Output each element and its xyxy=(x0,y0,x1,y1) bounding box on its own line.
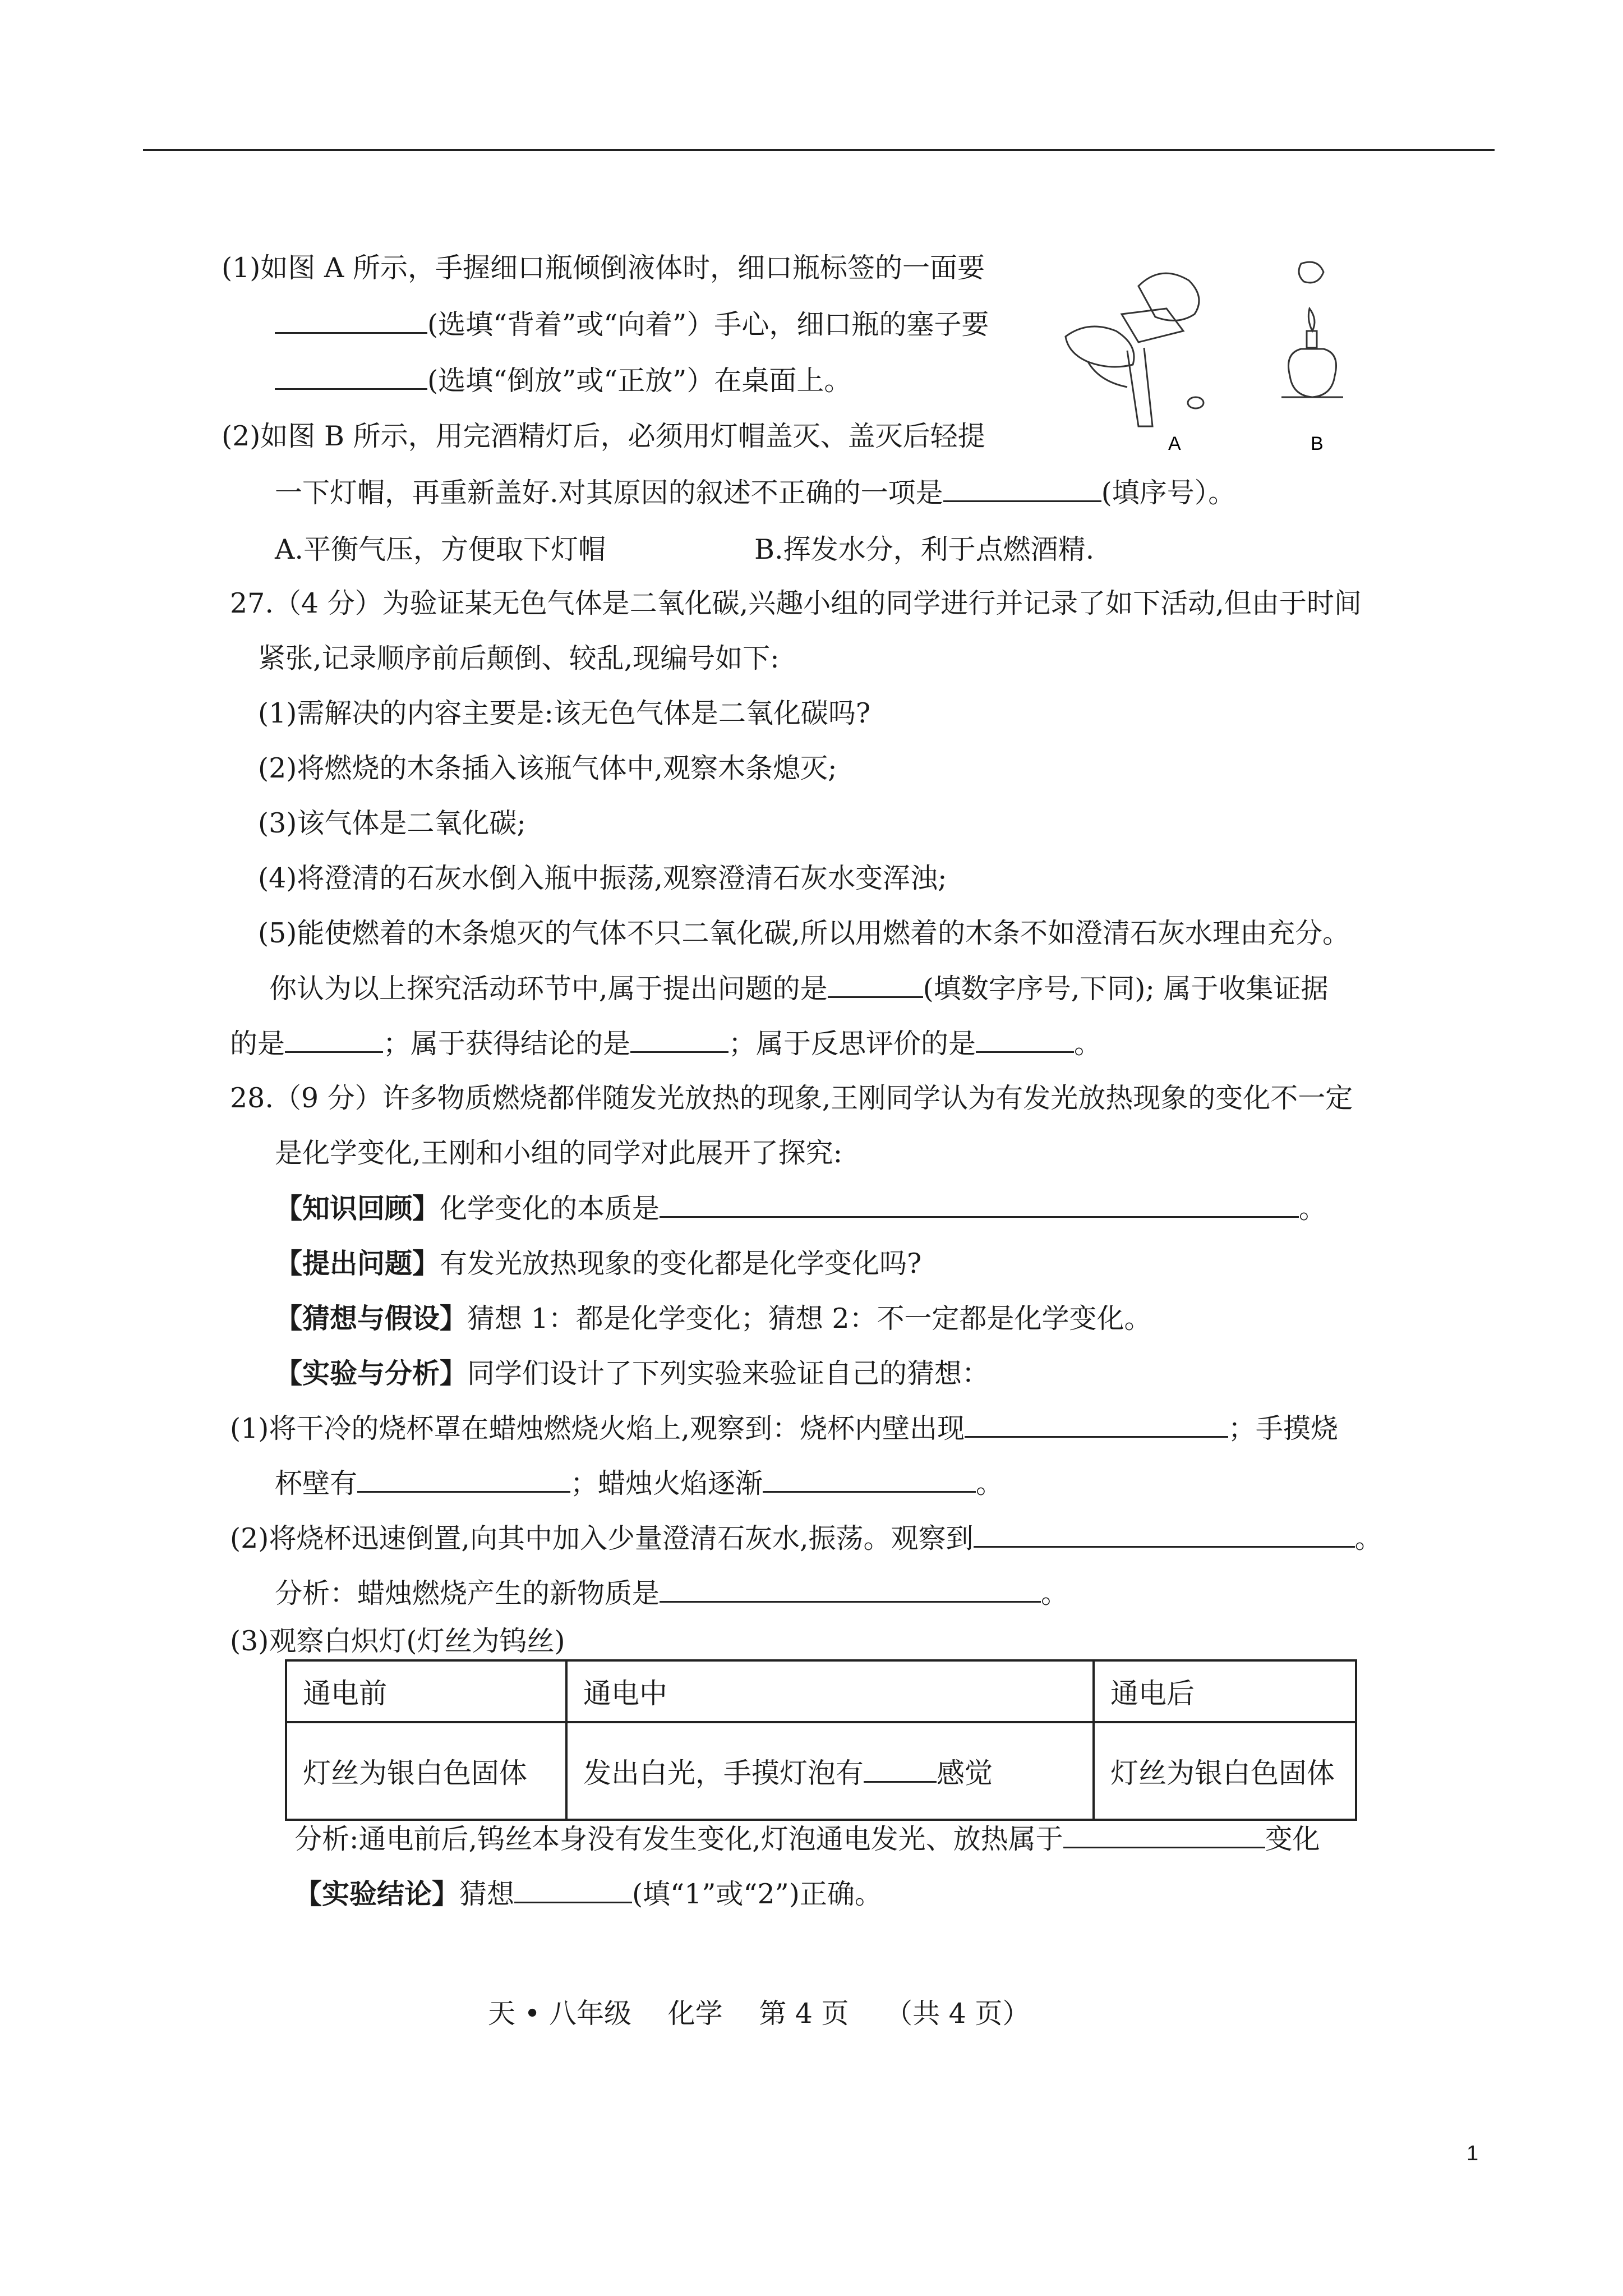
q28-step3-title: (3)观察白炽灯(灯丝为钨丝) xyxy=(230,1625,565,1657)
answer-blank[interactable] xyxy=(828,972,923,998)
alcohol-lamp-figure xyxy=(1281,262,1343,397)
q27-item-1: (1)需解决的内容主要是:该无色气体是二氧化碳吗? xyxy=(258,697,871,729)
q27-item-4: (4)将澄清的石灰水倒入瓶中振荡,观察澄清石灰水变浑浊; xyxy=(258,862,947,894)
table-cell: 发出白光，手摸灯泡有 感觉 xyxy=(566,1722,1094,1820)
answer-blank[interactable] xyxy=(864,1756,937,1783)
answer-blank[interactable] xyxy=(275,364,427,390)
answer-blank[interactable] xyxy=(357,1466,570,1493)
table-header-row xyxy=(286,1660,1356,1722)
answer-blank[interactable] xyxy=(943,476,1101,502)
q28-heading-b: 是化学变化,王刚和小组的同学对此展开了探究: xyxy=(275,1137,843,1169)
figure-b-label: B xyxy=(1311,433,1324,454)
q27-ask-line-a: 你认为以上探究活动环节中,属于提出问题的是 (填数字序号,下同); 属于收集证据 xyxy=(269,973,1329,1005)
q28-step2-line-a: (2)将烧杯迅速倒置,向其中加入少量澄清石灰水,振荡。观察到 。 xyxy=(230,1522,1382,1554)
q28-conclusion: 【实验结论】猜想 (填“1”或“2”)正确。 xyxy=(294,1878,882,1910)
header-rule xyxy=(143,149,1495,151)
q28-step1-line-a: (1)将干冷的烧杯罩在蜡烛燃烧火焰上,观察到：烧杯内壁出现 ；手摸烧 xyxy=(230,1412,1339,1444)
answer-blank[interactable] xyxy=(285,1027,383,1053)
q28-step1-line-b: 杯壁有 ；蜡烛火焰逐渐 。 xyxy=(275,1467,1004,1499)
page-number: 1 xyxy=(1467,2142,1479,2165)
lab-figure xyxy=(1054,247,1368,460)
q27-item-5: (5)能使燃着的木条熄灭的气体不只二氧化碳,所以用燃着的木条不如澄清石灰水理由充分。 xyxy=(258,917,1350,949)
q27-ask-line-b: 的是 ；属于获得结论的是 ；属于反思评价的是 。 xyxy=(230,1028,1102,1060)
q28-knowledge-review: 【知识回顾】化学变化的本质是 。 xyxy=(275,1192,1327,1225)
q26-part2-line-b: 一下灯帽，再重新盖好.对其原因的叙述不正确的一项是 (填序号）。 xyxy=(275,477,1236,509)
answer-blank[interactable] xyxy=(976,1027,1074,1053)
q28-raise-question: 【提出问题】有发光放热现象的变化都是化学变化吗? xyxy=(275,1247,922,1280)
q28-analysis: 分析:通电前后,钨丝本身没有发生变化,灯泡通电发光、放热属于 变化 xyxy=(294,1823,1320,1855)
q26-part1-line-a: (1)如图 A 所示，手握细口瓶倾倒液体时，细口瓶标签的一面要 xyxy=(222,252,985,284)
answer-blank[interactable] xyxy=(763,1466,976,1493)
answer-blank[interactable] xyxy=(974,1521,1355,1548)
answer-blank[interactable] xyxy=(965,1411,1228,1438)
table-header-cell: 通电前 xyxy=(286,1660,566,1722)
table-row xyxy=(286,1722,1356,1820)
q28-experiment: 【实验与分析】同学们设计了下列实验来验证自己的猜想： xyxy=(275,1357,990,1389)
q26-option-a: A.平衡气压，方便取下灯帽 xyxy=(275,533,606,565)
q27-heading-b: 紧张,记录顺序前后颠倒、较乱,现编号如下: xyxy=(258,642,780,674)
q28-step2-line-b: 分析：蜡烛燃烧产生的新物质是 。 xyxy=(275,1577,1069,1609)
answer-blank[interactable] xyxy=(660,1191,1299,1218)
q26-option-b: B.挥发水分，利于点燃酒精. xyxy=(754,533,1095,565)
answer-blank[interactable] xyxy=(275,307,427,334)
figure-a-label: A xyxy=(1168,433,1181,454)
page-footer: 天 • 八年级 化学 第 4 页 （共 4 页） xyxy=(488,1998,1030,2030)
q26-part2-line-a: (2)如图 B 所示，用完酒精灯后，必须用灯帽盖灭、盖灭后轻提 xyxy=(222,420,985,452)
q27-item-3: (3)该气体是二氧化碳; xyxy=(258,807,526,839)
observation-table xyxy=(285,1659,1357,1821)
q28-hypothesis: 【猜想与假设】猜想 1：都是化学变化；猜想 2：不一定都是化学变化。 xyxy=(275,1302,1152,1335)
table-header-cell: 通电后 xyxy=(1094,1660,1356,1722)
table-header-cell: 通电中 xyxy=(566,1660,1094,1722)
q26-part1-line-b: (选填“背着”或“向着”）手心，细口瓶的塞子要 xyxy=(275,307,989,342)
q28-heading-a: 28.（9 分）许多物质燃烧都伴随发光放热的现象,王刚同学认为有发光放热现象的变化不一定 xyxy=(230,1082,1353,1114)
q27-heading-a: 27.（4 分）为验证某无色气体是二氧化碳,兴趣小组的同学进行并记录了如下活动,但由于时间 xyxy=(230,587,1362,619)
table-cell: 灯丝为银白色固体 xyxy=(286,1722,566,1820)
answer-blank[interactable] xyxy=(630,1027,728,1053)
table-cell: 灯丝为银白色固体 xyxy=(1094,1722,1356,1820)
q27-item-2: (2)将燃烧的木条插入该瓶气体中,观察木条熄灭; xyxy=(258,752,837,784)
answer-blank[interactable] xyxy=(660,1576,1041,1603)
answer-blank[interactable] xyxy=(514,1877,632,1903)
pouring-liquid-figure xyxy=(1066,273,1204,426)
answer-blank[interactable] xyxy=(1063,1822,1265,1848)
q26-part1-line-c: (选填“倒放”或“正放”）在桌面上。 xyxy=(275,364,851,398)
